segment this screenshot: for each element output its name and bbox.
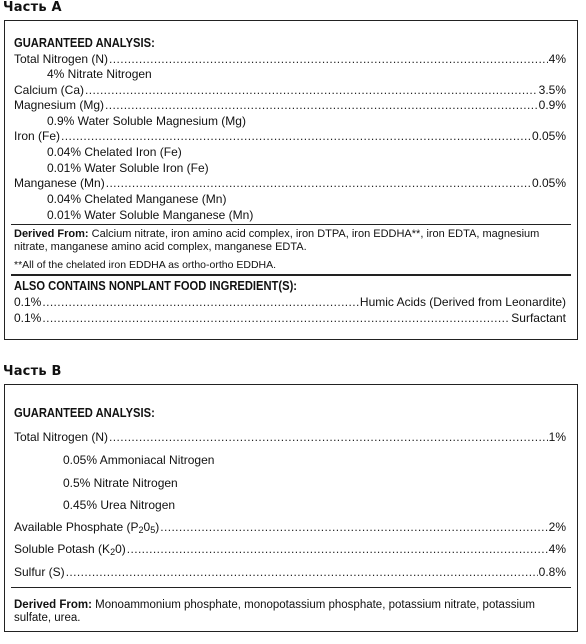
- sub-fe-soluble: 0.01% Water Soluble Iron (Fe): [47, 161, 209, 175]
- part-a-footnote: **All of the chelated iron EDDHA as ortho-ortho EDDHA.: [14, 259, 277, 271]
- part-b-title: Часть B: [3, 364, 62, 379]
- row-calcium: Calcium (Ca) ..... 3.5%: [14, 83, 566, 97]
- part-a-heading: GUARANTEED ANALYSIS:: [14, 35, 155, 50]
- part-a-derived-from: Derived From: Calcium nitrate, iron amino acid complex, iron DTPA, iron EDDHA**, iron EDTA, magnesium nitrate, manganese amino acid complex, manganese EDTA.: [14, 228, 540, 253]
- part-a-title: Часть A: [3, 0, 62, 15]
- part-a-label-box: [4, 20, 578, 340]
- sub-mg-soluble: 0.9% Water Soluble Magnesium (Mg): [47, 114, 246, 128]
- part-b-derived-from: Derived From: Monoammonium phosphate, monopotassium phosphate, potassium nitrate, potassium sulfate, urea.: [14, 599, 535, 624]
- sub-fe-chelated: 0.04% Chelated Iron (Fe): [47, 145, 182, 159]
- part-b-heading: GUARANTEED ANALYSIS:: [14, 405, 155, 420]
- sub-ammoniacal: 0.05% Ammoniacal Nitrogen: [63, 453, 215, 467]
- sub-urea: 0.45% Urea Nitrogen: [63, 498, 176, 512]
- sub-nitrate: 0.5% Nitrate Nitrogen: [63, 476, 178, 490]
- row-iron: Iron (Fe) ..... 0.05%: [14, 129, 566, 143]
- row-surfactant: 0.1% ..... Surfactant: [14, 311, 566, 325]
- row-total-nitrogen: Total Nitrogen (N) ..... 1%: [14, 430, 566, 444]
- row-manganese: Manganese (Mn) ..... 0.05%: [14, 176, 566, 190]
- sub-nitrate-nitrogen: 4% Nitrate Nitrogen: [47, 67, 152, 81]
- row-potash: Soluble Potash $(K_20)$ ..... 4%: [14, 542, 566, 556]
- divider: [11, 274, 571, 276]
- sub-mn-soluble: 0.01% Water Soluble Manganese (Mn): [47, 208, 254, 222]
- row-total-nitrogen: Total Nitrogen (N) ..... 4%: [14, 52, 566, 66]
- nonplant-heading: ALSO CONTAINS NONPLANT FOOD INGREDIENT(S):: [14, 278, 298, 293]
- sub-mn-chelated: 0.04% Chelated Manganese (Mn): [47, 192, 227, 206]
- divider: [11, 587, 571, 588]
- row-magnesium: Magnesium (Mg) ..... 0.9%: [14, 98, 566, 112]
- divider: [11, 224, 571, 225]
- row-phosphate: Available Phosphate $(P_20_5)$ ..... 2%: [14, 520, 566, 534]
- row-humic-acids: 0.1% ..... Humic Acids (Derived from Leonardite): [14, 295, 566, 309]
- part-b-label-box: [4, 384, 578, 632]
- row-sulfur: Sulfur (S) ..... 0.8%: [14, 565, 566, 579]
